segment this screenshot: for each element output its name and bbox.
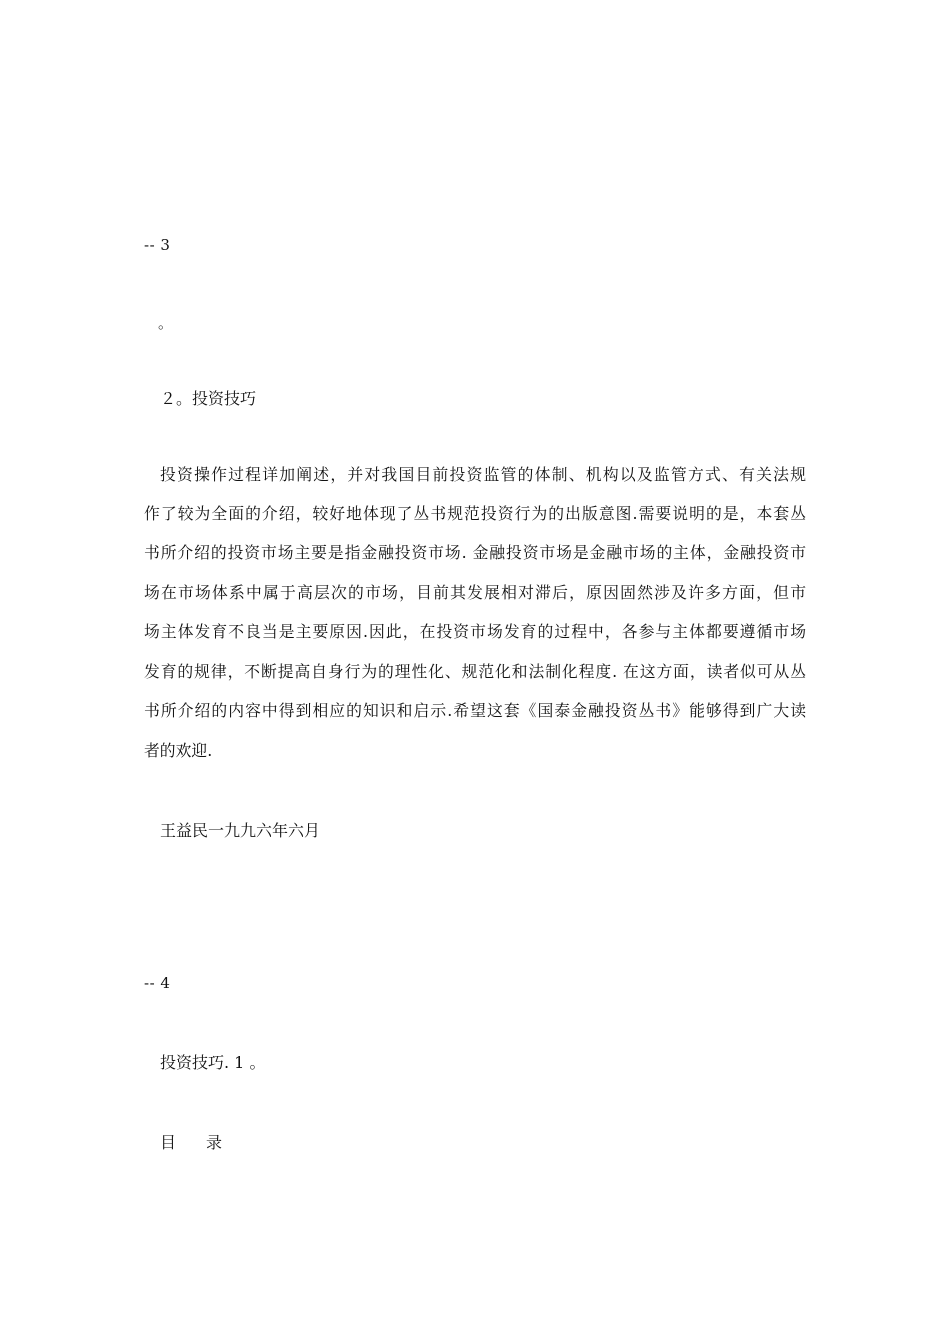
paragraph-line: 场在市场体系中属于高层次的市场，目前其发展相对滞后，原因固然涉及许多方面，但市	[144, 583, 806, 602]
paragraph-line: 书所介绍的投资市场主要是指金融投资市场. 金融投资市场是金融市场的主体，金融投资市	[144, 543, 806, 562]
toc-title: 目录	[160, 1133, 253, 1152]
running-header: 投资技巧. 1 。	[160, 1053, 266, 1072]
paragraph-line: 发育的规律，不断提高自身行为的理性化、规范化和法制化程度. 在这方面，读者似可从丛	[144, 662, 806, 681]
section-heading: ２。投资技巧	[160, 389, 257, 408]
paragraph-line: 者的欢迎.	[144, 741, 213, 760]
page-number-3: -- 3	[144, 236, 171, 254]
paragraph-line: 书所介绍的内容中得到相应的知识和启示.希望这套《国泰金融投资丛书》能够得到广大读	[144, 701, 806, 720]
paragraph-line: 场主体发育不良当是主要原因.因此，在投资市场发育的过程中，各参与主体都要遵循市场	[144, 622, 806, 641]
paragraph-line: 投资操作过程详加阐述，并对我国目前投资监管的体制、机构以及监管方式、有关法规	[160, 465, 806, 484]
punctuation-mark: 。	[158, 314, 174, 332]
page-number-4: -- 4	[144, 974, 171, 992]
signature-line: 王益民一九九六年六月	[160, 821, 321, 840]
paragraph-line: 作了较为全面的介绍，较好地体现了丛书规范投资行为的出版意图.需要说明的是，本套丛	[144, 504, 806, 523]
